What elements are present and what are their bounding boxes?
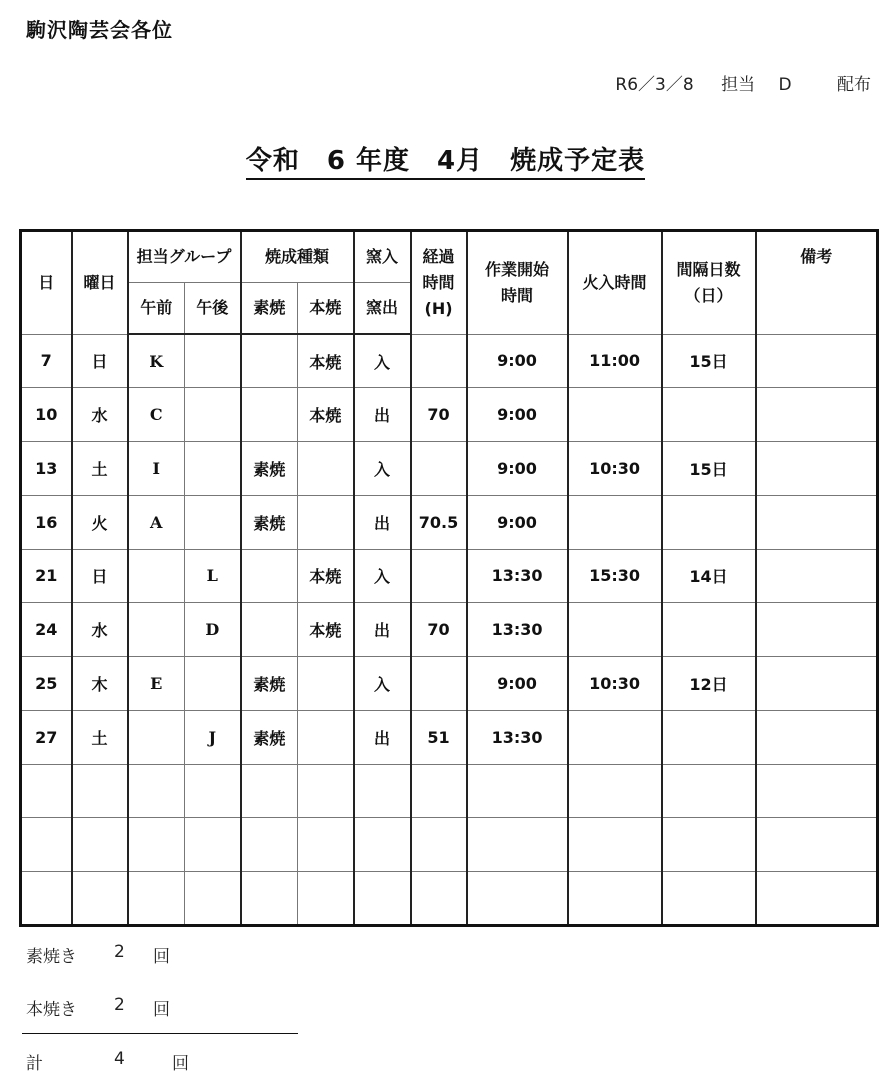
cell-elapsed [411, 764, 467, 818]
cell-remarks [756, 764, 878, 818]
header-glaze: 本焼 [298, 283, 354, 335]
cell-dow: 水 [72, 603, 128, 657]
cell-day: 16 [21, 495, 72, 549]
cell-dow [72, 872, 128, 926]
firing-schedule-table [19, 229, 879, 927]
cell-am: I [128, 442, 185, 496]
cell-elapsed [411, 334, 467, 388]
header-bisque: 素焼 [241, 283, 298, 335]
cell-remarks [756, 710, 878, 764]
summary-bisque-unit: 回 [153, 947, 170, 967]
cell-am: A [128, 495, 185, 549]
summary-bisque [26, 942, 170, 967]
cell-glaze [298, 657, 354, 711]
cell-interval [662, 710, 756, 764]
cell-day [21, 872, 72, 926]
summary-divider [22, 1033, 298, 1034]
cell-dow: 火 [72, 495, 128, 549]
cell-inout: 出 [354, 388, 411, 442]
cell-interval [662, 603, 756, 657]
cell-remarks [756, 388, 878, 442]
summary-bisque-label: 素焼き [26, 947, 77, 967]
cell-am [128, 603, 185, 657]
cell-am [128, 549, 185, 603]
cell-pm [185, 442, 241, 496]
summary-total [26, 1049, 189, 1074]
cell-bisque [241, 872, 298, 926]
table-row [21, 657, 878, 711]
cell-start: 9:00 [467, 442, 568, 496]
cell-am [128, 872, 185, 926]
cell-ignition: 15:30 [568, 549, 662, 603]
cell-start [467, 764, 568, 818]
header-am: 午前 [128, 283, 185, 335]
cell-day: 27 [21, 710, 72, 764]
cell-start: 9:00 [467, 495, 568, 549]
cell-dow: 日 [72, 334, 128, 388]
cell-inout: 出 [354, 603, 411, 657]
cell-inout: 入 [354, 549, 411, 603]
cell-elapsed [411, 549, 467, 603]
cell-bisque: 素焼 [241, 657, 298, 711]
cell-dow [72, 764, 128, 818]
table-row [21, 334, 878, 388]
cell-pm [185, 388, 241, 442]
table-row [21, 442, 878, 496]
table-row [21, 603, 878, 657]
cell-ignition [568, 603, 662, 657]
cell-inout: 入 [354, 442, 411, 496]
cell-day: 21 [21, 549, 72, 603]
cell-interval: 15日 [662, 334, 756, 388]
cell-inout: 出 [354, 710, 411, 764]
header-remarks: 備考 [756, 231, 878, 335]
header-row-1 [21, 231, 878, 283]
cell-start: 9:00 [467, 388, 568, 442]
cell-ignition [568, 872, 662, 926]
cell-bisque [241, 818, 298, 872]
date-line [615, 70, 871, 95]
cell-am: E [128, 657, 185, 711]
cell-elapsed: 70 [411, 388, 467, 442]
cell-glaze [298, 442, 354, 496]
header-kiln-out: 窯出 [354, 283, 411, 335]
cell-remarks [756, 549, 878, 603]
cell-inout [354, 764, 411, 818]
cell-day [21, 764, 72, 818]
header-group: 担当グループ [128, 231, 241, 283]
cell-glaze: 本焼 [298, 549, 354, 603]
summary-glaze [26, 995, 170, 1020]
table-row [21, 710, 878, 764]
cell-dow: 土 [72, 710, 128, 764]
cell-pm [185, 764, 241, 818]
cell-pm [185, 334, 241, 388]
cell-ignition [568, 764, 662, 818]
cell-pm [185, 657, 241, 711]
cell-glaze: 本焼 [298, 603, 354, 657]
cell-elapsed [411, 657, 467, 711]
cell-day: 10 [21, 388, 72, 442]
cell-start: 13:30 [467, 603, 568, 657]
cell-pm: D [185, 603, 241, 657]
cell-interval [662, 872, 756, 926]
summary-glaze-unit: 回 [153, 1000, 170, 1020]
tanto-label: 担当 [721, 75, 756, 95]
cell-elapsed: 70.5 [411, 495, 467, 549]
summary-glaze-count: 2 [114, 995, 125, 1015]
cell-bisque [241, 603, 298, 657]
tanto-value: D [778, 75, 792, 95]
cell-remarks [756, 872, 878, 926]
distribution-label: 配布 [837, 75, 871, 95]
cell-day: 7 [21, 334, 72, 388]
cell-interval: 12日 [662, 657, 756, 711]
cell-am: K [128, 334, 185, 388]
cell-interval [662, 388, 756, 442]
cell-dow: 日 [72, 549, 128, 603]
cell-remarks [756, 334, 878, 388]
table-row [21, 388, 878, 442]
cell-ignition: 10:30 [568, 657, 662, 711]
cell-pm: J [185, 710, 241, 764]
table-row [21, 818, 878, 872]
summary-total-label: 計 [26, 1054, 43, 1074]
cell-glaze: 本焼 [298, 388, 354, 442]
cell-am [128, 818, 185, 872]
cell-pm [185, 495, 241, 549]
cell-bisque [241, 334, 298, 388]
cell-interval: 14日 [662, 549, 756, 603]
cell-inout [354, 872, 411, 926]
cell-start: 13:30 [467, 549, 568, 603]
cell-interval [662, 818, 756, 872]
cell-glaze [298, 872, 354, 926]
header-interval: 間隔日数 （日） [662, 231, 756, 335]
cell-ignition: 10:30 [568, 442, 662, 496]
cell-bisque [241, 764, 298, 818]
cell-start [467, 818, 568, 872]
cell-ignition [568, 388, 662, 442]
header-pm: 午後 [185, 283, 241, 335]
cell-remarks [756, 442, 878, 496]
cell-dow [72, 818, 128, 872]
cell-elapsed [411, 818, 467, 872]
cell-dow: 土 [72, 442, 128, 496]
table-row [21, 764, 878, 818]
cell-bisque: 素焼 [241, 442, 298, 496]
cell-inout [354, 818, 411, 872]
cell-pm [185, 872, 241, 926]
cell-ignition [568, 710, 662, 764]
cell-day: 24 [21, 603, 72, 657]
cell-start [467, 872, 568, 926]
cell-elapsed: 51 [411, 710, 467, 764]
header-ignition: 火入時間 [568, 231, 662, 335]
document-title: 令和 6 年度 4月 焼成予定表 [0, 140, 891, 177]
cell-bisque [241, 549, 298, 603]
cell-interval [662, 764, 756, 818]
cell-ignition: 11:00 [568, 334, 662, 388]
cell-day [21, 818, 72, 872]
cell-inout: 入 [354, 657, 411, 711]
cell-start: 9:00 [467, 334, 568, 388]
cell-interval: 15日 [662, 442, 756, 496]
cell-start: 13:30 [467, 710, 568, 764]
cell-elapsed [411, 442, 467, 496]
header-day: 日 [21, 231, 72, 335]
cell-am: C [128, 388, 185, 442]
header-kiln-in: 窯入 [354, 231, 411, 283]
table-row [21, 549, 878, 603]
cell-inout: 出 [354, 495, 411, 549]
cell-glaze [298, 764, 354, 818]
table-row [21, 872, 878, 926]
addressee: 駒沢陶芸会各位 [26, 18, 173, 42]
cell-day: 13 [21, 442, 72, 496]
cell-glaze [298, 495, 354, 549]
header-weekday: 曜日 [72, 231, 128, 335]
cell-bisque: 素焼 [241, 710, 298, 764]
cell-am [128, 710, 185, 764]
cell-am [128, 764, 185, 818]
cell-start: 9:00 [467, 657, 568, 711]
header-elapsed: 経過 時間 (H) [411, 231, 467, 335]
cell-day: 25 [21, 657, 72, 711]
cell-elapsed [411, 872, 467, 926]
cell-bisque: 素焼 [241, 495, 298, 549]
cell-remarks [756, 818, 878, 872]
summary-total-count: 4 [114, 1049, 125, 1069]
table-row [21, 495, 878, 549]
summary-total-unit: 回 [172, 1054, 189, 1074]
cell-interval [662, 495, 756, 549]
cell-remarks [756, 495, 878, 549]
cell-glaze [298, 818, 354, 872]
header-firing-type: 焼成種類 [241, 231, 354, 283]
cell-ignition [568, 495, 662, 549]
summary-bisque-count: 2 [114, 942, 125, 962]
issue-date: R6／3／8 [615, 75, 694, 95]
cell-elapsed: 70 [411, 603, 467, 657]
header-work-start: 作業開始 時間 [467, 231, 568, 335]
cell-glaze [298, 710, 354, 764]
summary-glaze-label: 本焼き [26, 1000, 77, 1020]
cell-inout: 入 [354, 334, 411, 388]
cell-pm: L [185, 549, 241, 603]
cell-dow: 木 [72, 657, 128, 711]
cell-bisque [241, 388, 298, 442]
cell-ignition [568, 818, 662, 872]
cell-pm [185, 818, 241, 872]
cell-remarks [756, 603, 878, 657]
cell-remarks [756, 657, 878, 711]
cell-glaze: 本焼 [298, 334, 354, 388]
cell-dow: 水 [72, 388, 128, 442]
